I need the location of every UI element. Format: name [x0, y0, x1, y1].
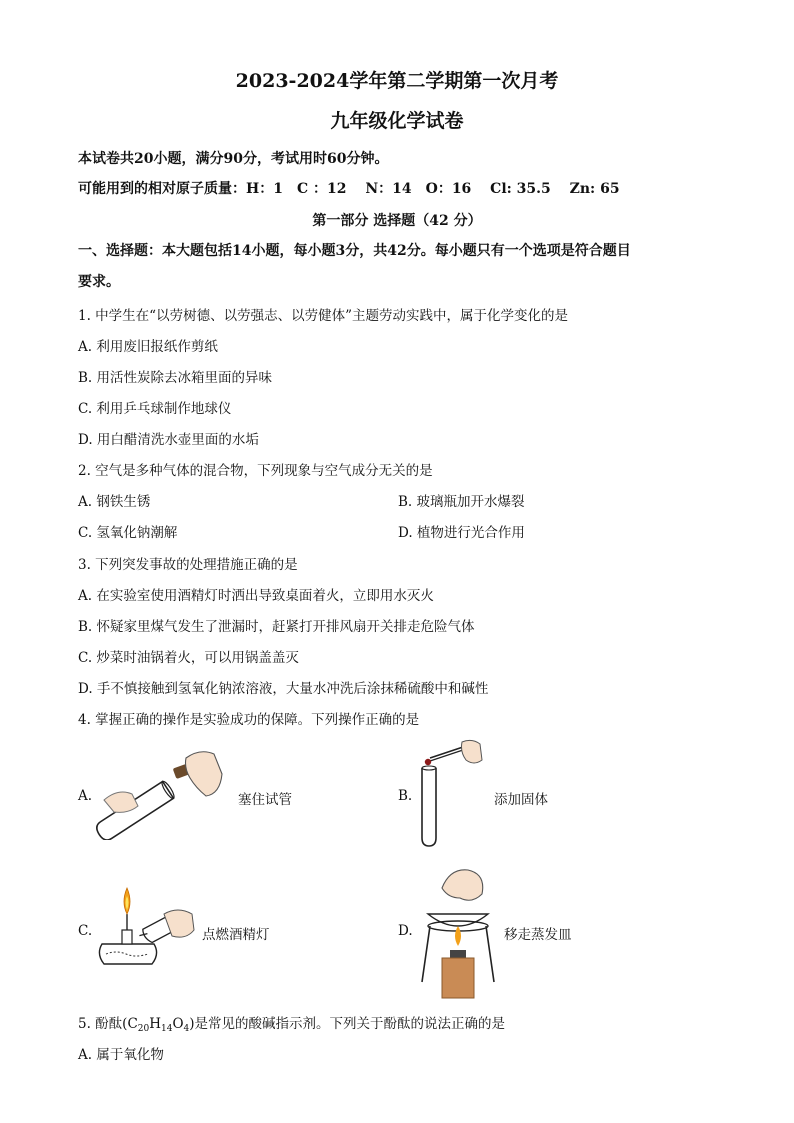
q5-stem-part: 5. 酚酞(C [78, 1016, 138, 1032]
part1-title: 第一部分 选择题（42 分） [312, 213, 482, 229]
q2-option-b: B. 玻璃瓶加开水爆裂 [398, 494, 525, 510]
q5-stem-part: )是常见的酸碱指示剂。下列关于酚酞的说法正确的是 [189, 1016, 506, 1032]
q5-option-a: A. 属于氧化物 [78, 1047, 164, 1063]
q4-option-a-label: A. [78, 788, 93, 804]
q3-stem: 3. 下列突发事故的处理措施正确的是 [78, 557, 298, 573]
q1-option-d: D. 用白醋清洗水壶里面的水垢 [78, 432, 259, 448]
exam-title: 2023-2024学年第二学期第一次月考 [235, 70, 559, 92]
q3-option-c: C. 炒菜时油锅着火，可以用锅盖盖灭 [78, 650, 299, 666]
q4-option-b-caption: 添加固体 [494, 792, 548, 808]
add-solid-figure [414, 738, 484, 850]
q2-option-c: C. 氢氧化钠潮解 [78, 525, 178, 541]
evaporating-dish-figure [420, 864, 496, 1002]
q4-option-c-label: C. [78, 923, 93, 939]
q4-option-d-label: D. [398, 923, 413, 939]
q2-option-d: D. 植物进行光合作用 [398, 525, 525, 541]
q5-stem [78, 1012, 505, 1034]
alcohol-lamp-figure [92, 884, 196, 976]
q3-option-d: D. 手不慎接触到氢氧化钠浓溶液，大量水冲洗后涂抹稀硫酸中和碱性 [78, 681, 489, 697]
part1-instruction-line1: 一、选择题：本大题包括14小题，每小题3分，共42分。每小题只有一个选项是符合题目 [78, 243, 631, 259]
stopper-test-tube-figure [92, 748, 224, 840]
part1-instruction-line2: 要求。 [78, 274, 120, 290]
exam-subtitle: 九年级化学试卷 [330, 110, 464, 132]
q3-option-a: A. 在实验室使用酒精灯时洒出导致桌面着火，立即用水灭火 [78, 588, 434, 604]
q5-subscript: 4 [183, 1024, 190, 1034]
q4-option-c-caption: 点燃酒精灯 [202, 927, 270, 943]
q4-stem: 4. 掌握正确的操作是实验成功的保障。下列操作正确的是 [78, 712, 420, 728]
q1-option-c: C. 利用乒乓球制作地球仪 [78, 401, 232, 417]
q2-stem: 2. 空气是多种气体的混合物，下列现象与空气成分无关的是 [78, 463, 433, 479]
q5-subscript: 14 [161, 1024, 173, 1034]
q1-option-a: A. 利用废旧报纸作剪纸 [78, 339, 218, 355]
atomic-mass-line: 可能用到的相对原子质量：H：1 C ：12 N：14 O：16 Cl: 35.5 Zn: 65 [78, 181, 620, 197]
q4-option-a-caption: 塞住试管 [238, 792, 292, 808]
q5-subscript: 20 [137, 1024, 150, 1034]
q5-stem-part: O [172, 1016, 184, 1032]
q5-stem-part: H [149, 1016, 162, 1032]
q4-option-b-label: B. [398, 788, 413, 804]
exam-intro: 本试卷共20小题，满分90分，考试用时60分钟。 [78, 151, 389, 167]
q4-option-d-caption: 移走蒸发皿 [504, 927, 572, 943]
q3-option-b: B. 怀疑家里煤气发生了泄漏时，赶紧打开排风扇开关排走危险气体 [78, 619, 475, 635]
q1-option-b: B. 用活性炭除去冰箱里面的异味 [78, 370, 273, 386]
q1-stem: 1. 中学生在“以劳树德、以劳强志、以劳健体”主题劳动实践中，属于化学变化的是 [78, 308, 568, 324]
q2-option-a: A. 钢铁生锈 [78, 494, 151, 510]
